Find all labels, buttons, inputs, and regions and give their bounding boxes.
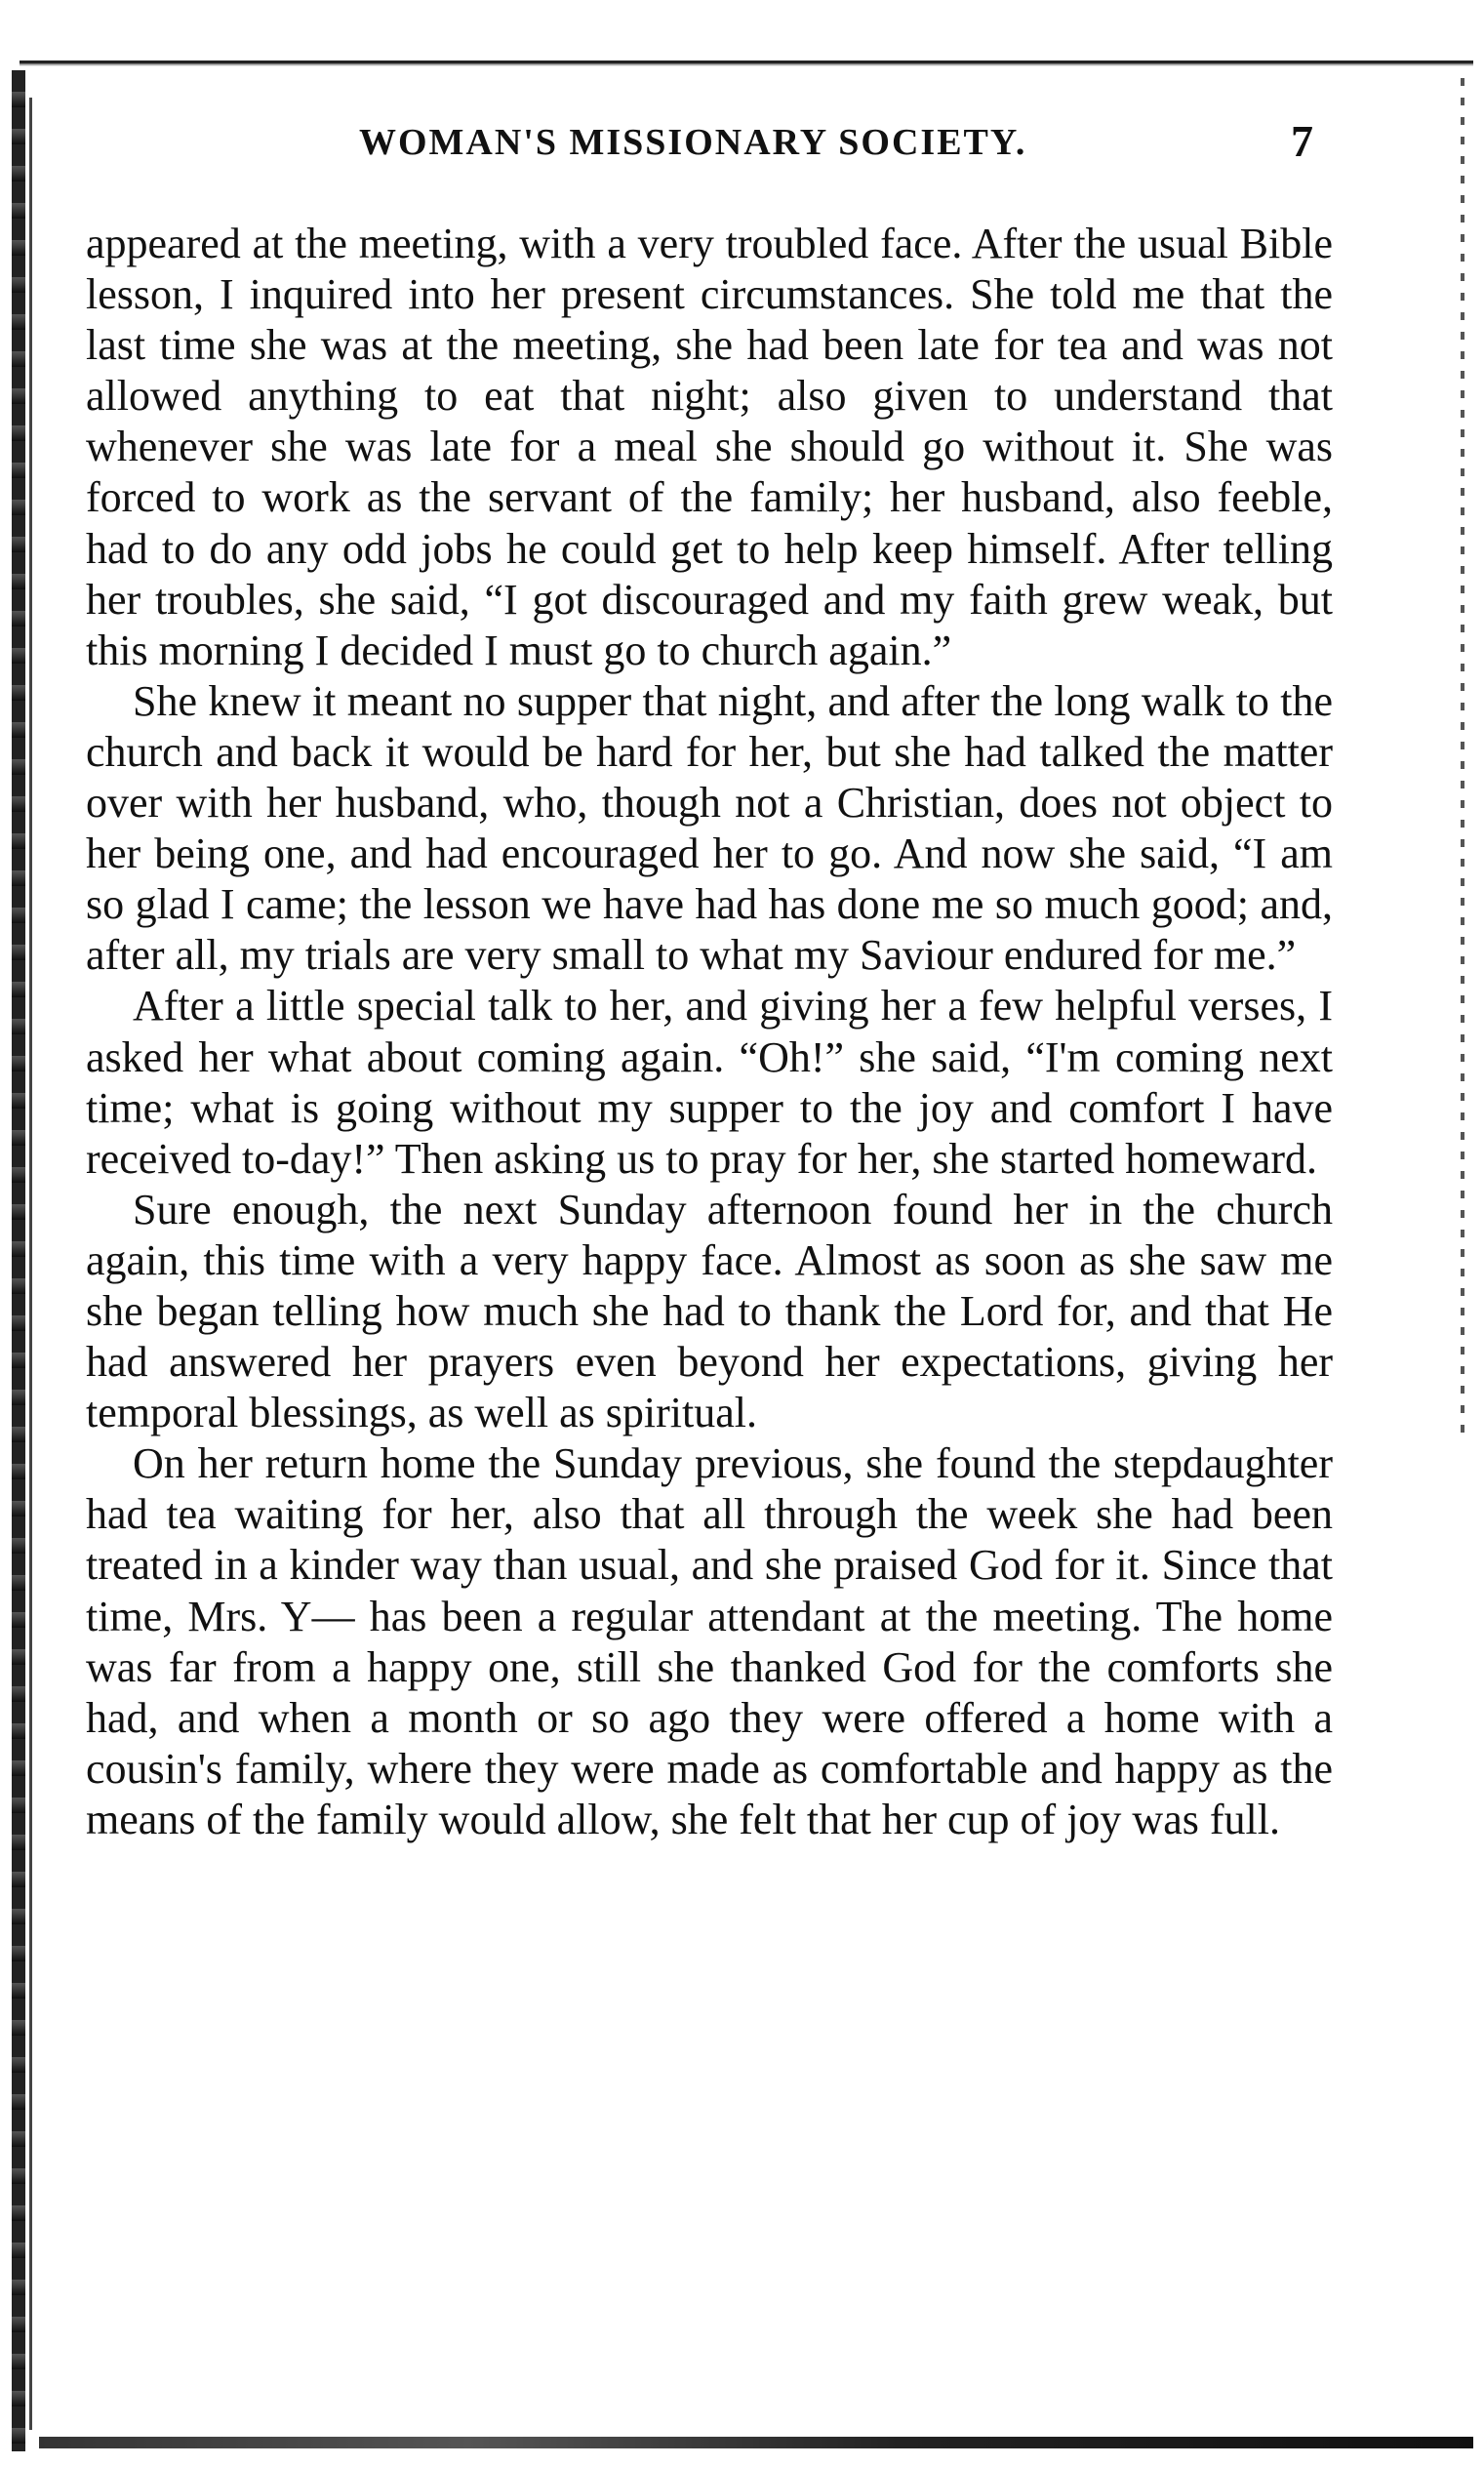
- page-header: [86, 117, 1333, 172]
- running-head: WOMAN'S MISSIONARY SOCIETY.: [359, 122, 1027, 163]
- left-margin-rule: [29, 98, 32, 2430]
- paragraph-2: She knew it meant no supper that night, and after the long walk to the church and back it would be hard for her, but she had talked the matter over with her husband, who, though not a Christian, does not object to her being one, and had encouraged her to go. And now she said, “I am so glad I came; the lesson we have had has done me so much good; and, after all, my trials are very small to what my Saviour endured for me.”: [86, 676, 1333, 980]
- paragraph-5: On her return home the Sunday previous, she found the stepdaughter had tea waiting for her, also that all through the week she had been treated in a kinder way than usual, and she praised God for it. Since that time, Mrs. Y— has been a regular attendant at the meeting. The home was far from a happy one, still she thanked God for the comforts she had, and when a month or so ago they were offered a home with a cousin's family, where they were made as comfortable and happy as the means of the family would allow, she felt that her cup of joy was full.: [86, 1439, 1333, 1843]
- paragraph-4: Sure enough, the next Sunday afternoon found her in the church again, this time with a very happy face. Almost as soon as she saw me she began telling how much she had to thank the Lord for, and that He had answered her prayers even beyond her expectations, giving her temporal blessings, as well as spiritual.: [86, 1185, 1333, 1437]
- paragraph-3: After a little special talk to her, and giving her a few helpful verses, I asked her what about coming again. “Oh!” she said, “I'm coming next time; what is going without my supper to the joy and comfort I have received to-day!” Then asking us to pray for her, she started homeward.: [86, 982, 1333, 1183]
- top-border-rule: [20, 61, 1473, 66]
- paragraph-1: appeared at the meeting, with a very troubled face. After the usual Bible lesson, I inquired into her present circumstances. She told me that the last time she was at the meeting, she had been late for tea and was not allowed anything to eat that night; also given to understand that whenever she was late for a meal she should go without it. She was forced to work as the servant of the family; her husband, also feeble, had to do any odd jobs he could get to help keep himself. After telling her troubles, she said, “I got discouraged and my faith grew weak, but this morning I decided I must go to church again.”: [86, 220, 1333, 674]
- body-text: [86, 219, 1333, 1845]
- right-binding-edge: [1461, 78, 1464, 1444]
- bottom-border-rule: [39, 2437, 1473, 2448]
- left-binding-edge: [12, 70, 25, 2451]
- page-number: 7: [1291, 116, 1313, 166]
